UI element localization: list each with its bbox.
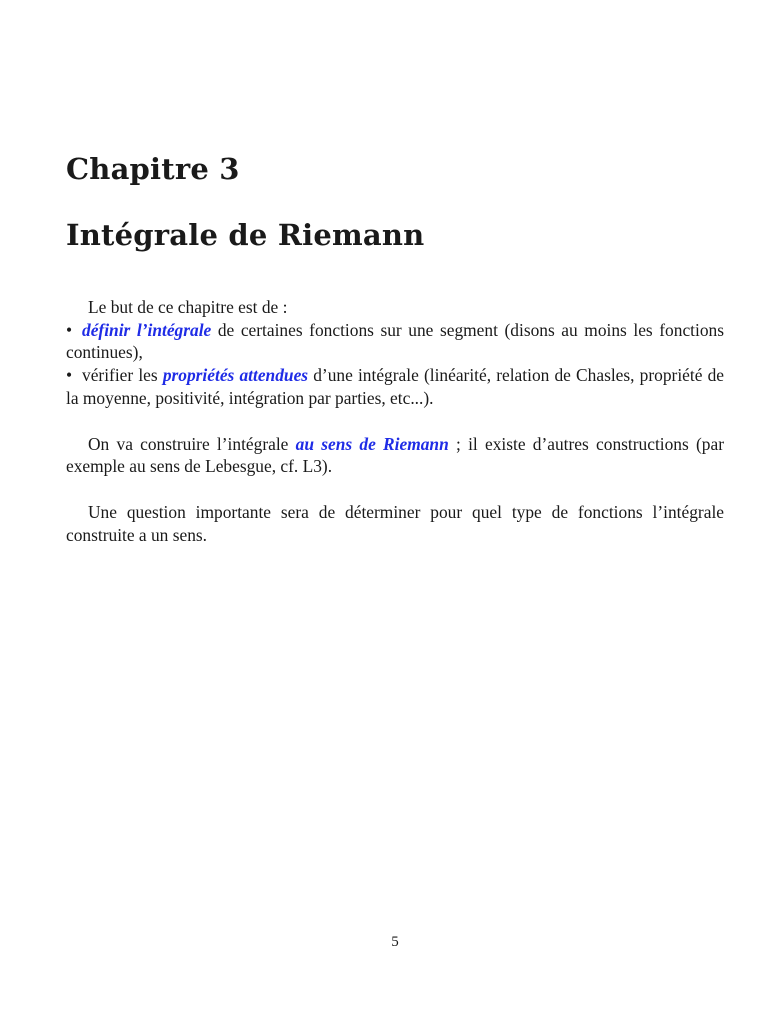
intro-lead: Le but de ce chapitre est de :	[88, 297, 288, 317]
paragraph-riemann-prefix: On va construire l’intégrale	[88, 433, 296, 454]
emphasis-proprietes: propriétés attendues	[162, 365, 309, 386]
paragraph-riemann-text: ; il existe d’autres constructions (par exemple au sens de Lebesgue, cf. L3).	[66, 433, 724, 477]
chapter-title: Intégrale de Riemann	[66, 218, 425, 252]
emphasis-definir: définir l’intégrale	[82, 319, 212, 340]
emphasis-riemann: au sens de Riemann	[295, 433, 449, 454]
document-page	[66, 0, 724, 1024]
bullet-icon: •	[66, 365, 73, 386]
bullet-item-verify	[66, 364, 724, 409]
bullet-icon: •	[66, 319, 73, 340]
chapter-number: Chapitre 3	[66, 152, 240, 186]
paragraph-riemann	[66, 433, 724, 478]
paragraph-question: Une question importante sera de déterminer pour quel type de fonctions l’intégrale construite a un sens.	[66, 501, 724, 545]
bullet-text-verify: d’une intégrale (linéarité, relation de Chasles, propriété de la moyenne, positivité, intégration par parties, etc...).	[66, 365, 724, 408]
page-number: 5	[391, 934, 399, 950]
bullet-item-define	[66, 319, 724, 364]
bullet-prefix-verify: vérifier les	[82, 365, 163, 386]
bullet-text-define: de certaines fonctions sur une segment (disons au moins les fonctions continues),	[66, 319, 724, 363]
chapter-body	[66, 296, 724, 546]
